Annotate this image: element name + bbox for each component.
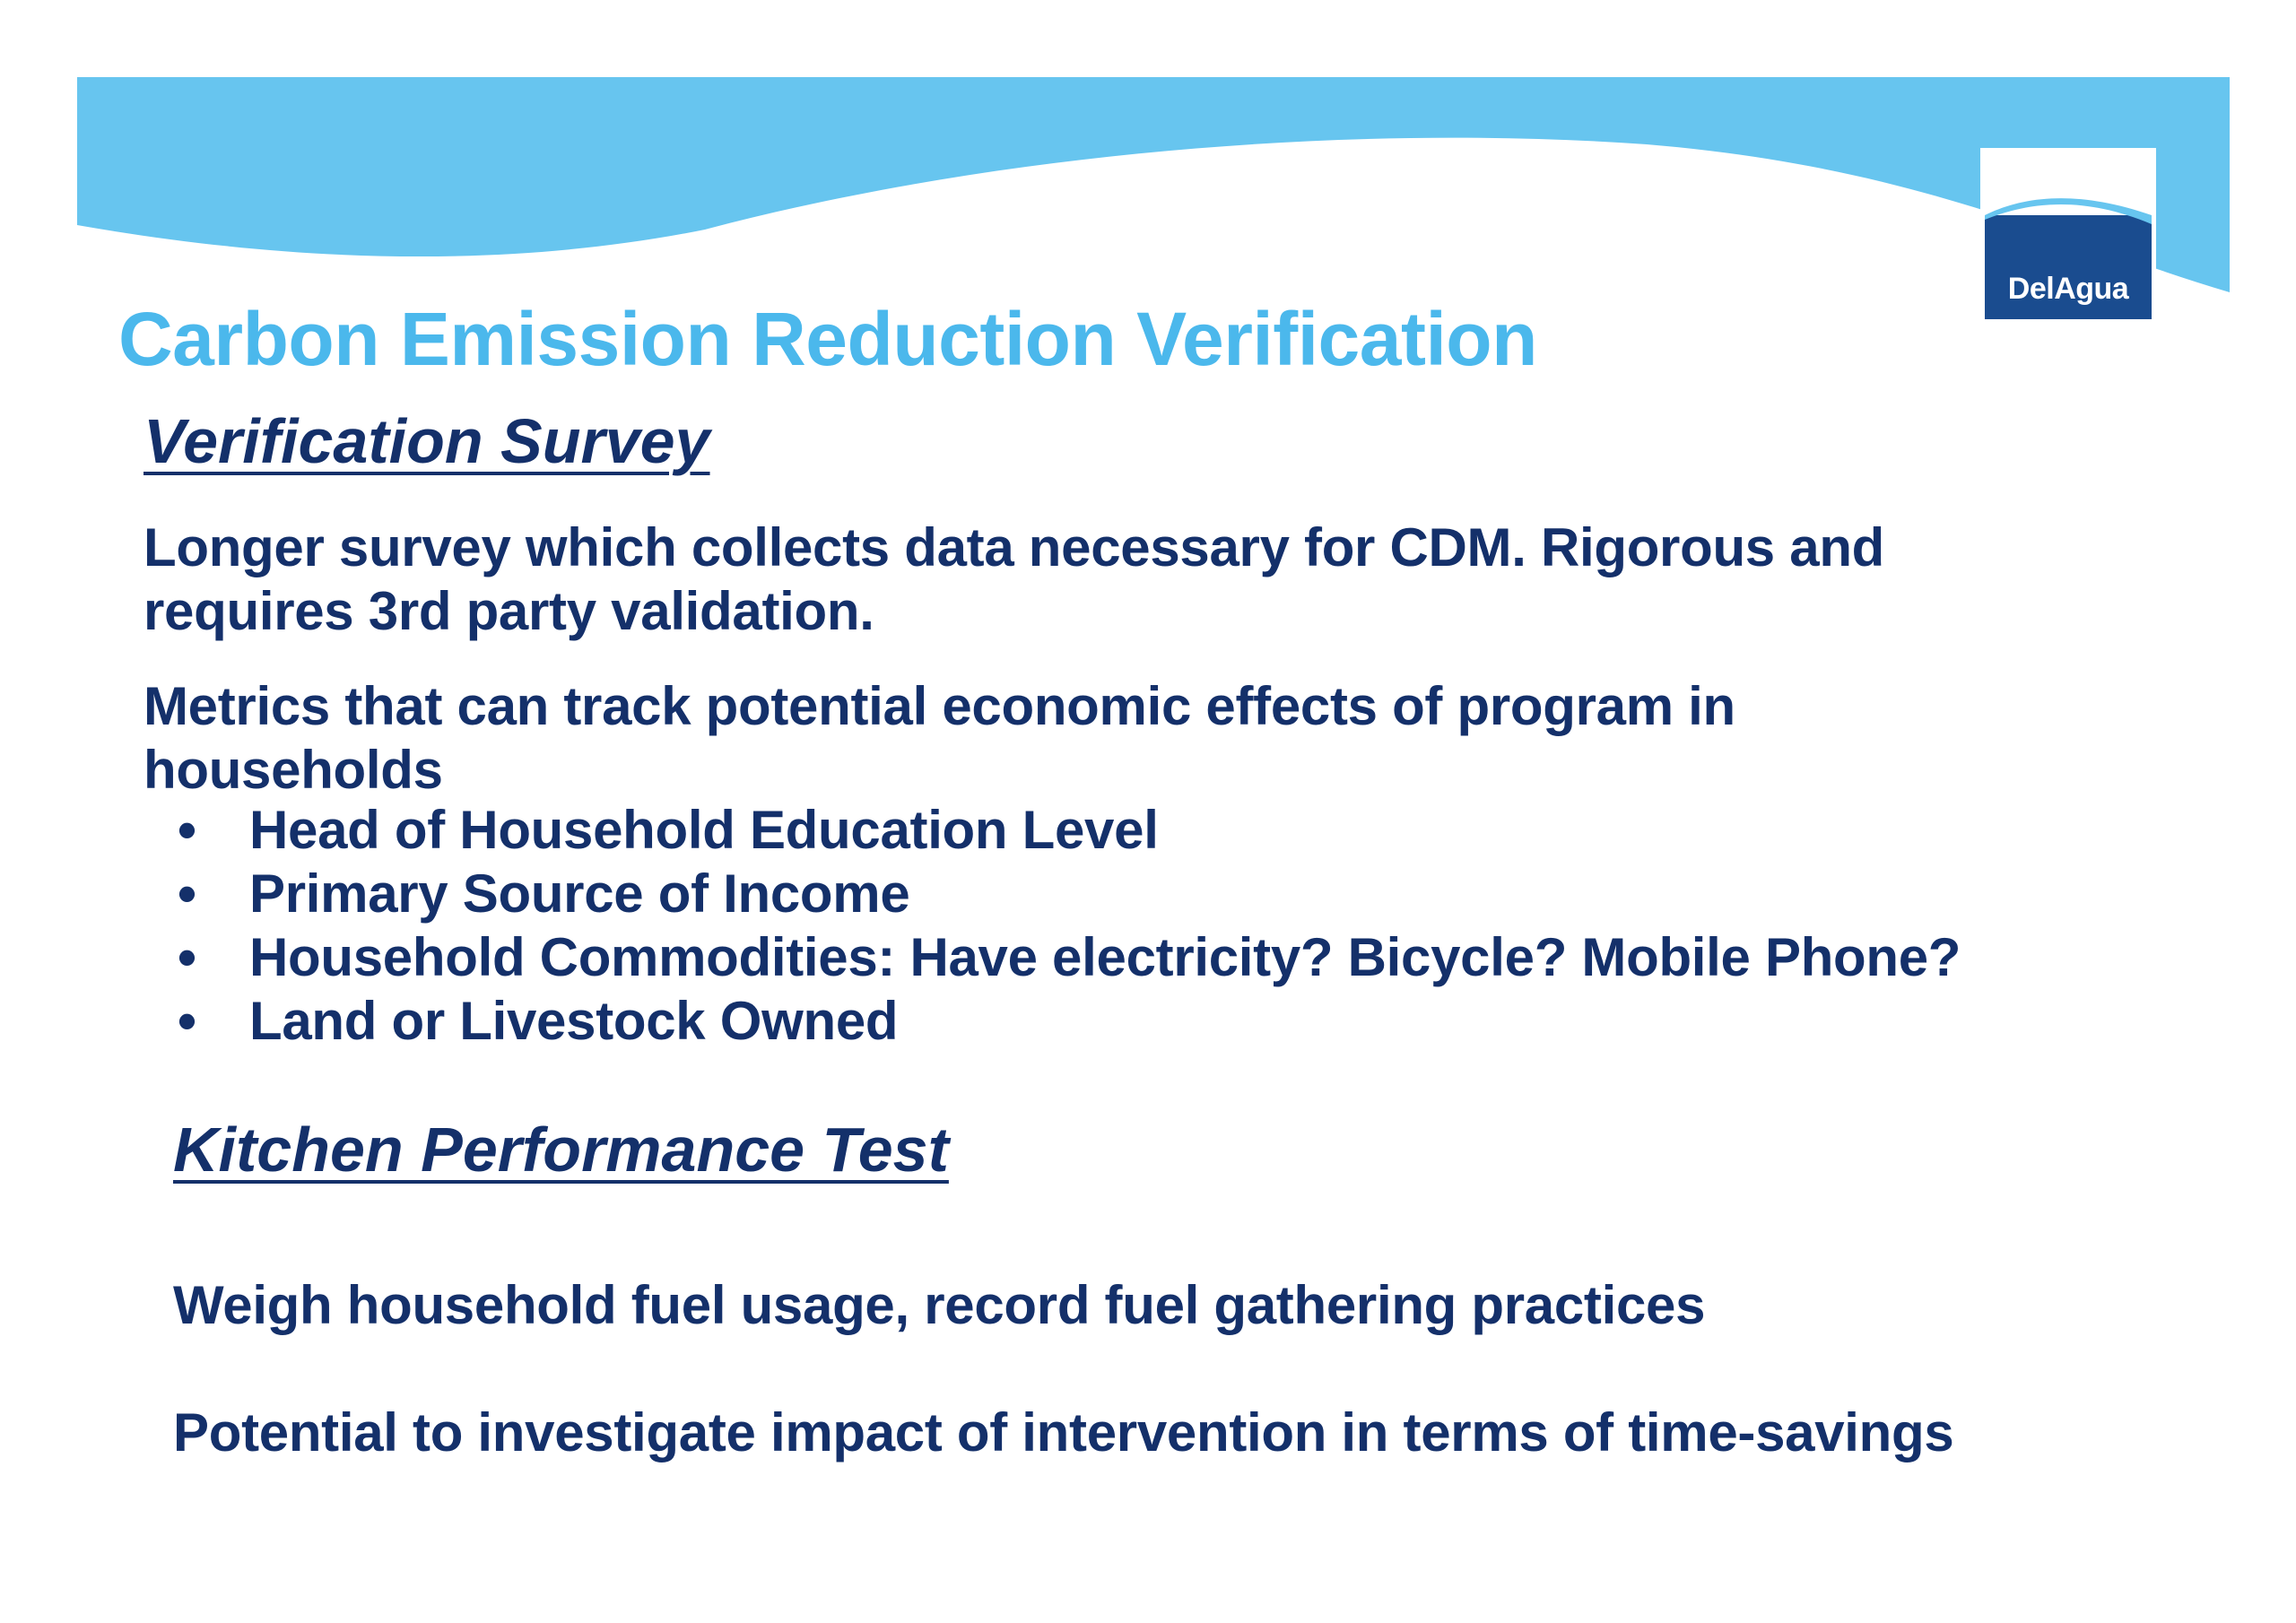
- list-item: [144, 862, 1961, 925]
- logo-text: DelAgua: [2007, 272, 2129, 306]
- list-item-text: Land or Livestock Owned: [249, 991, 899, 1051]
- kitchen-test-paragraph-1: Weigh household fuel usage, record fuel gathering practices: [173, 1275, 1706, 1335]
- bullet-icon: •: [178, 991, 196, 1051]
- verification-survey-paragraph-2: Metrics that can track potential economic effects of program in households: [144, 676, 1735, 800]
- list-item-text: Household Commodities: Have electricity? Bicycle? Mobile Phone?: [249, 927, 1961, 987]
- kitchen-test-paragraph-2: Potential to investigate impact of intervention in terms of time-savings: [173, 1402, 1954, 1462]
- list-item: [144, 925, 1961, 989]
- kitchen-performance-test-heading: Kitchen Performance Test: [173, 1115, 949, 1185]
- bullet-icon: •: [178, 864, 196, 924]
- bullet-icon: •: [178, 800, 196, 860]
- list-item-text: Head of Household Education Level: [249, 800, 1159, 860]
- metrics-bullet-list: [144, 798, 1961, 1053]
- list-item: [144, 989, 1961, 1053]
- verification-survey-paragraph-1: Longer survey which collects data necessary for CDM. Rigorous and requires 3rd party validation.: [144, 517, 1885, 641]
- list-item: [144, 798, 1961, 862]
- verification-survey-heading: Verification Survey: [144, 406, 710, 476]
- page-title: Carbon Emission Reduction Verification: [118, 297, 1537, 381]
- delagua-logo: [1980, 148, 2156, 324]
- list-item-text: Primary Source of Income: [249, 864, 910, 924]
- bullet-icon: •: [178, 927, 196, 987]
